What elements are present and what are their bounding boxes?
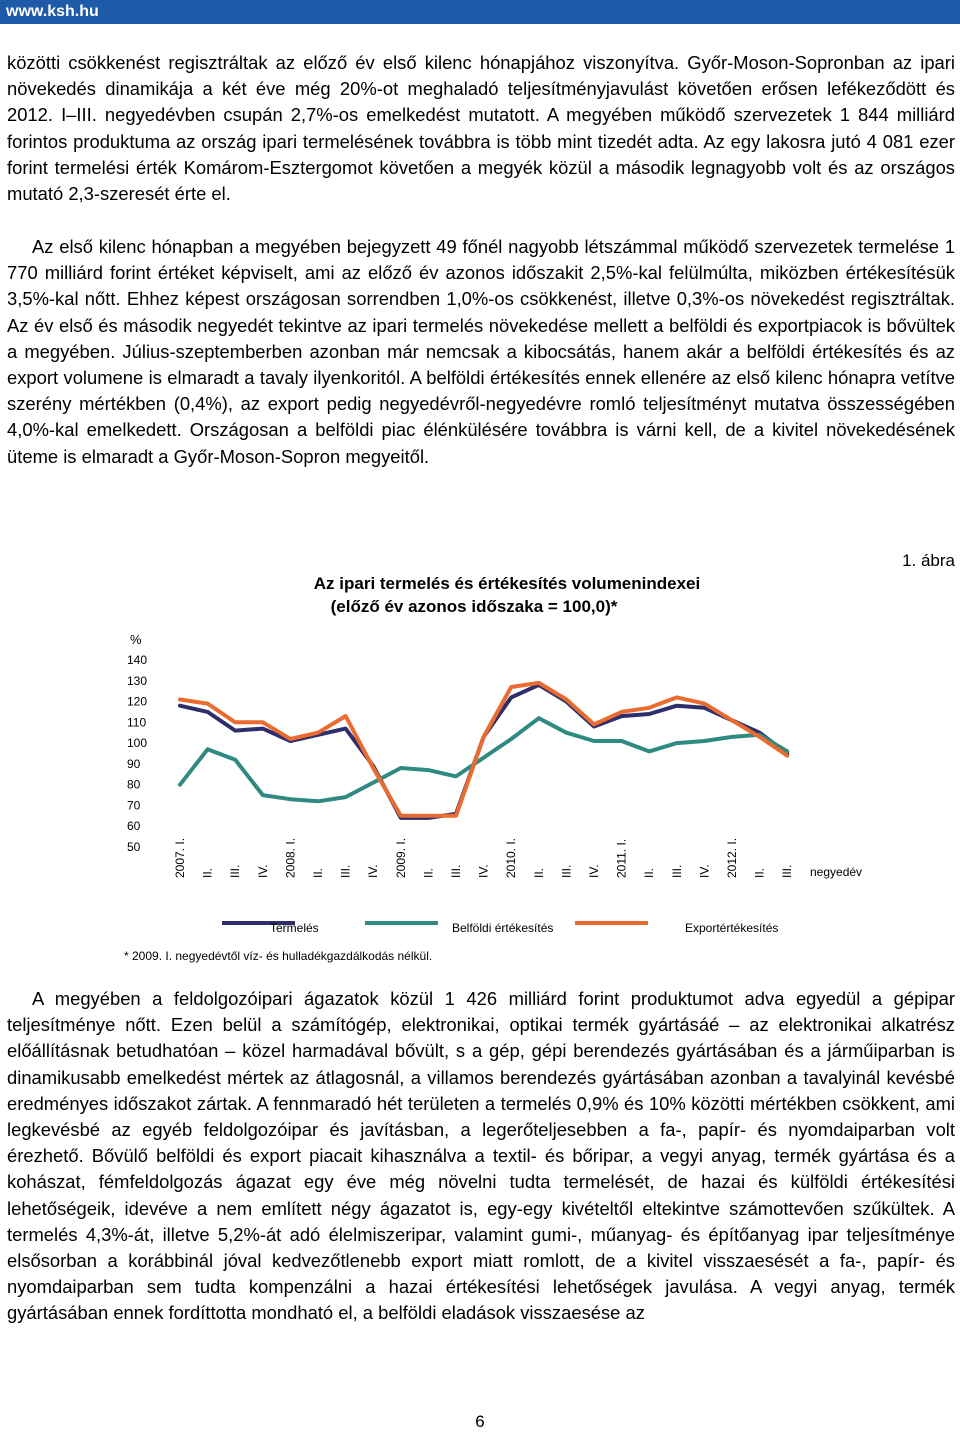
y-tick-label: 130: [127, 673, 148, 688]
figure-label: 1. ábra: [902, 551, 955, 570]
paragraph-first-nine-months: Az első kilenc hónapban a megyében bejegyzett 49 főnél nagyobb létszámmal működő szervezetek termelése 1 770 milliárd forint értéket képviselt, ami az előző év azonos időszakit 2,5%-kal felülmúlta, miközben értékesítésük 3,5%-kal nőtt. Ehhez képest országosan sorrendben 1,0%-os csökkenést, illetve 0,3%-os növekedést regisztráltak. Az év első és második negyedét tekintve az ipari termelés növekedése mellett a belföldi és exportpiacok is bővültek a megyében. Július-szeptemberben azonban már nemcsak a kibocsátás, hanem akár a belföldi értékesítés és az export volumene is elmaradt a tavaly ilyenkoritól. A belföldi értékesítés ennek ellenére az első kilenc hónapra vetítve szerény mértékben (0,4%), az export pedig negyedévről-negyedévre romló teljesítményt mutatva összességében 4,0%-kal emelkedett. Országosan a belföldi piac élénkülésére továbbra is várni kell, de a kivitel növekedésének üteme is elmaradt a Győr-Moson-Sopron megyeitől.: [7, 236, 955, 467]
x-tick-label: II.: [311, 867, 325, 878]
page-number: 6: [475, 1412, 485, 1431]
y-tick-label: 70: [127, 798, 141, 813]
x-axis-ticks: [173, 838, 794, 878]
x-tick-label: 2007. I.: [173, 837, 187, 878]
y-tick-label: 110: [127, 715, 147, 730]
x-tick-label: III.: [228, 864, 243, 878]
x-tick-label: III.: [780, 864, 795, 878]
chart-title: Az ipari termelés és értékesítés volumenindexei: [313, 574, 701, 593]
x-tick-label: III.: [449, 864, 463, 878]
y-tick-label: 80: [127, 777, 141, 792]
y-axis-unit: %: [130, 632, 142, 647]
x-tick-label: IV.: [697, 864, 712, 878]
legend-label: Exportértékesítés: [685, 921, 779, 935]
x-tick-label: III.: [669, 864, 684, 878]
x-tick-label: II.: [421, 867, 436, 878]
paragraph-manufacturing: A megyében a feldolgozóipari ágazatok közül 1 426 milliárd forint produktumot adva egyedül a gépipar teljesítménye nőtt. Ezen belül a számítógép, elektronikai, optikai termék gyártásáé – az elektronikai alkatrész előállításnak betudhatóan – közel harmadával bővült, s a gép, gépi berendezés gyártásában és a járműiparban is dinamikusabb emelkedést mértek az átlagosnál, a villamos berendezés gyártásában azonban a tavalyinál kevésbé eredményes időszakot zártak. A fennmaradó hét területen a termelés 0,9% és 10% közötti mértékben csökkent, ami legkevésbé az egyéb feldolgozóipar és javításban, a legerőteljesebben a fa-, papír- és nyomdaiparban volt érezhető. Bővülő belföldi és export piacait kihasználva a textil- és bőripar, a vegyi anyag, termék gyártása és a kohászat, fémfeldolgozás ágazat egy éve még növelni tudta termelését, de hazai és külföldi értékesítési lehetőségeik, idevéve a nem említett négy ágazatot is, egy-egy kivételtől eltekintve számottevően szűkültek. A termelés 4,3%-át, illetve 5,2%-át adó élelmiszeripar, valamint gumi-, műanyag- és építőanyag ipar teljesítménye elsősorban a korábbinál jóval kedvezőtlenebb export miatt romlott, de a kivitel visszaesését a fa-, papír- és nyomdaiparban sem tudta kompenzálni a hazai értékesítési lehetőségek javulása. A vegyi anyag, termék gyártásában ennek fordíttotta mondható el, a belföldi eladások visszaesése az: [7, 988, 955, 1324]
series-lines: [180, 683, 787, 818]
site-link[interactable]: www.ksh.hu: [6, 3, 99, 20]
y-tick-label: 60: [127, 819, 141, 834]
x-tick-label: III.: [559, 864, 574, 878]
x-tick-label: II.: [752, 867, 767, 878]
line-chart: [0, 540, 960, 980]
x-tick-label: IV.: [255, 864, 270, 878]
x-tick-label: II.: [200, 867, 215, 878]
y-tick-label: 120: [127, 694, 148, 709]
x-tick-label: IV.: [366, 864, 381, 878]
site-header: [0, 0, 960, 24]
x-tick-label: 2010. I.: [504, 837, 519, 878]
x-tick-label: IV.: [476, 864, 491, 878]
x-tick-label: III.: [338, 864, 353, 878]
figure-footnote: * 2009. I. negyedévtől víz- és hulladékgazdálkodás nélkül.: [124, 949, 433, 963]
y-tick-label: 140: [127, 653, 148, 667]
x-tick-label: IV.: [587, 864, 601, 878]
x-tick-label: 2011. I.: [614, 838, 629, 878]
legend: [222, 921, 778, 935]
y-tick-label: 100: [127, 736, 148, 751]
legend-label: Belföldi értékesítés: [452, 921, 554, 935]
y-tick-label: 50: [127, 840, 141, 854]
x-axis-unit: negyedév: [810, 865, 863, 879]
figure-1: [0, 540, 960, 980]
paragraph-intro: közötti csökkenést regisztráltak az előző év első kilenc hónapjához viszonyítva. Győr-Moson-Sopronban az ipari növekedés dinamikája a két éve még 20%-ot meghaladó teljesítményjavulást követően erősen lefékeződött és 2012. I–III. negyedévben csupán 2,7%-os emelkedést mutatott. A megyében működő szervezetek 1 844 milliárd forintos produktuma az ország ipari termelésének továbbra is több mint tizedét adta. Az egy lakosra jutó 4 081 ezer forint termelési érték Komárom-Esztergomot követően a megyék közül a második legnagyobb volt és az országos mutató 2,3-szeresét érte el.: [7, 52, 955, 205]
chart-subtitle: (előző év azonos időszaka = 100,0)*: [330, 597, 618, 616]
y-tick-label: 90: [127, 756, 141, 771]
x-tick-label: II.: [642, 867, 657, 878]
x-tick-label: II.: [531, 867, 546, 878]
x-tick-label: 2008. I.: [283, 837, 298, 878]
legend-label: Termelés: [270, 921, 319, 935]
x-tick-label: 2009. I.: [393, 837, 408, 878]
x-tick-label: 2012. I.: [725, 837, 739, 878]
y-axis-ticks: [127, 653, 147, 854]
